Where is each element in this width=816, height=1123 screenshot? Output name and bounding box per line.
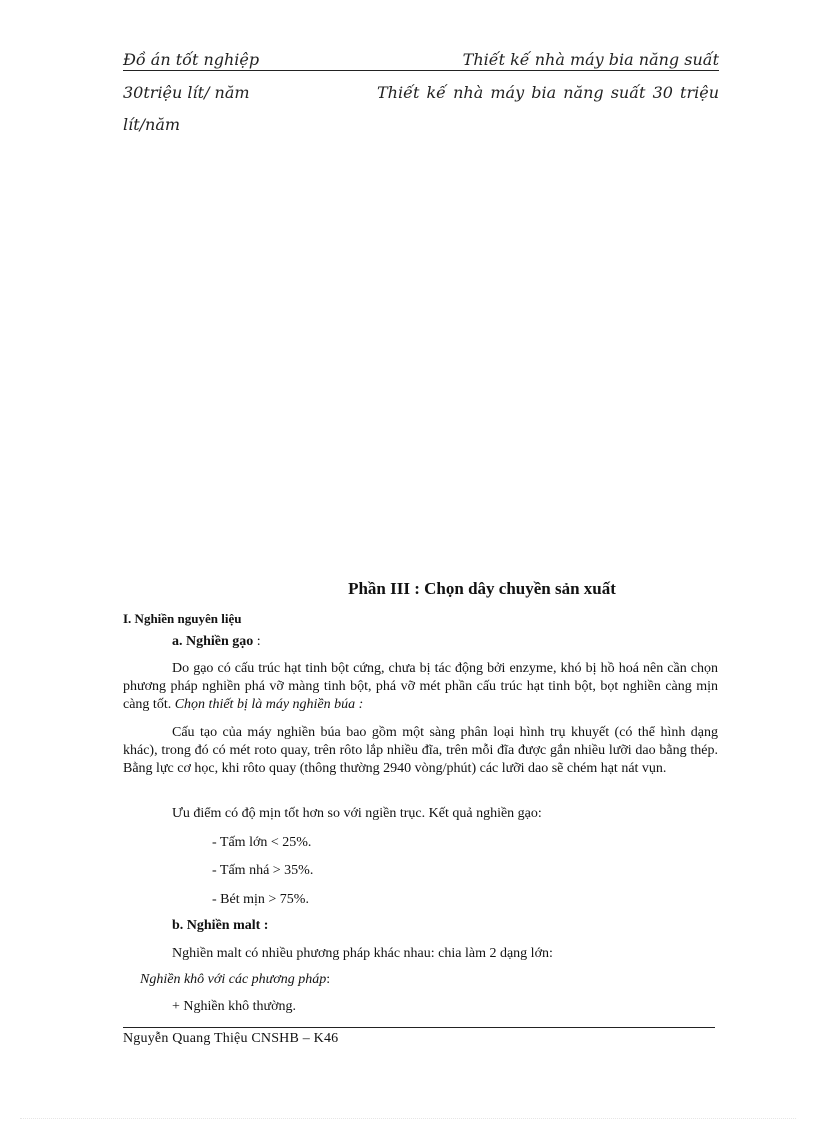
paragraph-2: Cấu tạo của máy nghiền búa bao gồm một sàng phân loại hình trụ khuyết (có thể hình dạng khác), trong đó có mét roto quay, trên rôto lắp nhiều đĩa, trên mỗi đĩa được gắn nhiều lưỡi dao bằng thép. Bằng lực cơ học, khi rôto quay (thông thường 2940 vòng/phút) các lưỡi dao sẽ chém hạt nát vụn.	[123, 725, 718, 776]
subheading-a-suffix: :	[253, 634, 261, 649]
list-item-1: - Tấm lớn < 25%.	[212, 835, 312, 850]
footer-rule	[123, 1027, 715, 1028]
subheading-b-label: b. Nghiền malt :	[172, 918, 269, 933]
page-bottom-border	[20, 1118, 796, 1119]
paragraph-4: Nghiền malt có nhiều phương pháp khác nhau: chia làm 2 dạng lớn:	[172, 946, 553, 961]
header-rule	[123, 70, 719, 71]
section-heading: I. Nghiền nguyên liệu	[123, 611, 242, 626]
part-title: Phần III : Chọn dây chuyền sản xuất	[348, 579, 616, 598]
header-right-title: Thiết kế nhà máy bia năng suất	[462, 50, 719, 69]
paragraph-1-text: Do gạo có cấu trúc hạt tinh bột cứng, chưa bị tác động bởi enzyme, khó bị hồ hoá nên cần chọn phương pháp nghiền phá vỡ màng tinh bột, phá vỡ mét phần cấu trúc hạt tinh bột, bọt nghiền càng mịn càng tốt.	[123, 661, 718, 712]
subheading-b	[172, 918, 268, 934]
italic-line	[140, 972, 330, 988]
paragraph-3: Ưu điểm có độ mịn tốt hơn so với ngiền trục. Kết quả nghiền gạo:	[172, 806, 542, 821]
list-item-2: - Tấm nhá > 35%.	[212, 863, 314, 878]
header-line2-right: Thiết kế nhà máy bia năng suất 30 triệu	[377, 83, 719, 102]
paragraph-1	[123, 660, 718, 714]
subheading-a-label: a. Nghiền gạo	[172, 634, 254, 649]
header-line3-left: lít/năm	[123, 115, 181, 134]
header-left-title: Đồ án tốt nghiệp	[123, 50, 260, 69]
italic-line-text: Nghiền khô với các phương pháp	[140, 972, 327, 987]
footer-author: Nguyễn Quang Thiệu CNSHB – K46	[123, 1031, 339, 1046]
paragraph-1-italic: Chọn thiết bị là máy nghiền búa :	[174, 697, 364, 712]
italic-line-suffix: :	[326, 972, 331, 987]
plus-line: + Nghiền khô thường.	[172, 999, 296, 1014]
list-item-3: - Bét mịn > 75%.	[212, 892, 309, 907]
header-line2-left: 30triệu lít/ năm	[123, 83, 250, 102]
subheading-a	[172, 634, 261, 650]
